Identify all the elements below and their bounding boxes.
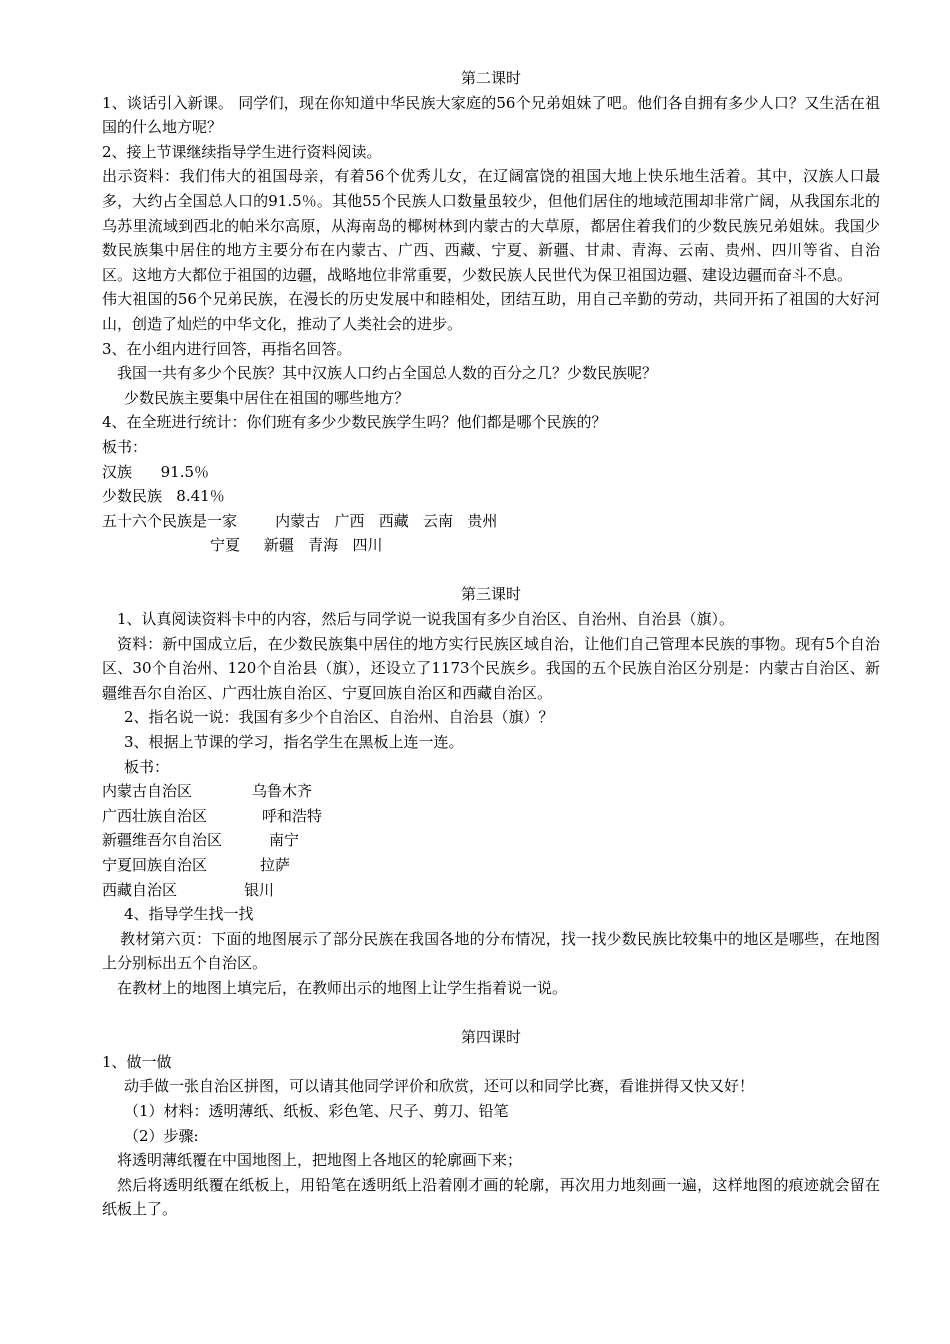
match-row bbox=[102, 828, 880, 853]
question-line: 我国一共有多少个民族？其中汉族人口约占全国总人数的百分之几？少数民族呢？ bbox=[117, 364, 658, 383]
paragraph: （2）步骤: bbox=[124, 1126, 199, 1145]
paragraph: 2、指名说一说：我国有多少个自治区、自治州、自治县（旗）？ bbox=[124, 708, 554, 727]
paragraph: 资料：新中国成立后，在少数民族集中居住的地方实行民族区域自治，让他们自己管理本民族的事物。现有5个自治区、30个自治州、120个自治县（旗），还设立了1173个民族乡。我国的五个民族自治区分别是：内蒙古自治区、新疆维吾尔自治区、广西壮族自治区、宁夏回族自治区和西藏自治区。 bbox=[102, 634, 880, 702]
board-line: 五十六个民族是一家 内蒙古 广西 西藏 云南 贵州 bbox=[102, 511, 498, 530]
region-name: 宁夏回族自治区 bbox=[102, 856, 208, 874]
board-label: 板书： bbox=[124, 757, 170, 776]
paragraph: 1、认真阅读资料卡中的内容，然后与同学说一说我国有多少自治区、自治州、自治县（旗）。 bbox=[117, 610, 735, 629]
board-line: 少数民族 8.41％ bbox=[102, 487, 225, 506]
paragraph: 然后将透明纸覆在纸板上，用铅笔在透明纸上沿着刚才画的轮廓，再次用力地刻画一遍，这样地图的痕迹就会留在纸板上了。 bbox=[102, 1175, 880, 1219]
match-row bbox=[102, 779, 880, 804]
document-page bbox=[102, 66, 880, 1222]
capital-name: 拉萨 bbox=[260, 856, 291, 874]
paragraph: 3、在小组内进行回答，再指名回答。 bbox=[102, 339, 352, 358]
region-name: 广西壮族自治区 bbox=[102, 806, 208, 825]
paragraph: 1、谈话引入新课。 同学们，现在你知道中华民族大家庭的56个兄弟姐妹了吧。他们各自拥有多少人口？又生活在祖国的什么地方呢？ bbox=[102, 93, 880, 137]
capital-name: 乌鲁木齐 bbox=[252, 782, 313, 801]
board-line: 汉族 91.5％ bbox=[102, 462, 210, 481]
capital-name: 呼和浩特 bbox=[262, 806, 323, 825]
match-row bbox=[102, 878, 880, 903]
paragraph: 4、指导学生找一找 bbox=[124, 905, 254, 924]
capital-name: 银川 bbox=[244, 880, 275, 899]
section-title-lesson-3: 第三课时 bbox=[460, 585, 521, 604]
paragraph: 出示资料：我们伟大的祖国母亲，有着56个优秀儿女，在辽阔富饶的祖国大地上快乐地生活着。其中，汉族人口最多，大约占全国总人口的91.5％。其他55个民族人口数量虽较少，但他们居住的地域范围却非常广阔，从我国东北的乌苏里流域到西北的帕米尔高原，从海南岛的椰树林到内蒙古的大草原，都居住着我们的少数民族兄弟姐妹。我国少数民族集中居住的地方主要分布在内蒙古、广西、西藏、宁夏、新疆、甘肃、青海、云南、贵州、四川等省、自治区。这地方大都位于祖国的边疆，战略地位非常重要，少数民族人民世代为保卫祖国边疆、建设边疆而奋斗不息。 bbox=[102, 167, 880, 284]
paragraph: 伟大祖国的56个兄弟民族，在漫长的历史发展中和睦相处，团结互助，用自己辛勤的劳动，共同开拓了祖国的大好河山，创造了灿烂的中华文化，推动了人类社会的进步。 bbox=[102, 290, 880, 333]
region-name: 西藏自治区 bbox=[102, 880, 178, 899]
match-row bbox=[102, 853, 880, 878]
paragraph: 动手做一张自治区拼图，可以请其他同学评价和欣赏，还可以和同学比赛，看谁拼得又快又好！ bbox=[124, 1077, 755, 1096]
capital-name: 南宁 bbox=[269, 831, 300, 850]
paragraph: 4、在全班进行统计：你们班有多少少数民族学生吗？他们都是哪个民族的？ bbox=[102, 413, 607, 432]
section-title-lesson-2: 第二课时 bbox=[460, 69, 521, 87]
paragraph: 将透明薄纸覆在中国地图上，把地图上各地区的轮廓画下来； bbox=[117, 1151, 523, 1170]
region-name: 新疆维吾尔自治区 bbox=[102, 831, 223, 850]
question-line: 少数民族主要集中居住在祖国的哪些地方？ bbox=[124, 388, 410, 407]
paragraph: 1、做一做 bbox=[102, 1052, 172, 1071]
match-row bbox=[102, 804, 880, 829]
paragraph: 3、根据上节课的学习，指名学生在黑板上连一连。 bbox=[124, 733, 464, 752]
paragraph: 在教材上的地图上填完后，在教师出示的地图上让学生指着说一说。 bbox=[117, 978, 568, 997]
board-label: 板书： bbox=[102, 437, 148, 456]
board-line: 宁夏 新疆 青海 四川 bbox=[210, 536, 383, 555]
paragraph: （1）材料：透明薄纸、纸板、彩色笔、尺子、剪刀、铅笔 bbox=[124, 1101, 509, 1120]
paragraph: 2、接上节课继续指导学生进行资料阅读。 bbox=[102, 142, 382, 161]
section-title-lesson-4: 第四课时 bbox=[460, 1028, 521, 1047]
paragraph: 教材第六页：下面的地图展示了部分民族在我国各地的分布情况，找一找少数民族比较集中的地区是哪些，在地图上分别标出五个自治区。 bbox=[102, 929, 880, 973]
region-name: 内蒙古自治区 bbox=[102, 782, 193, 801]
